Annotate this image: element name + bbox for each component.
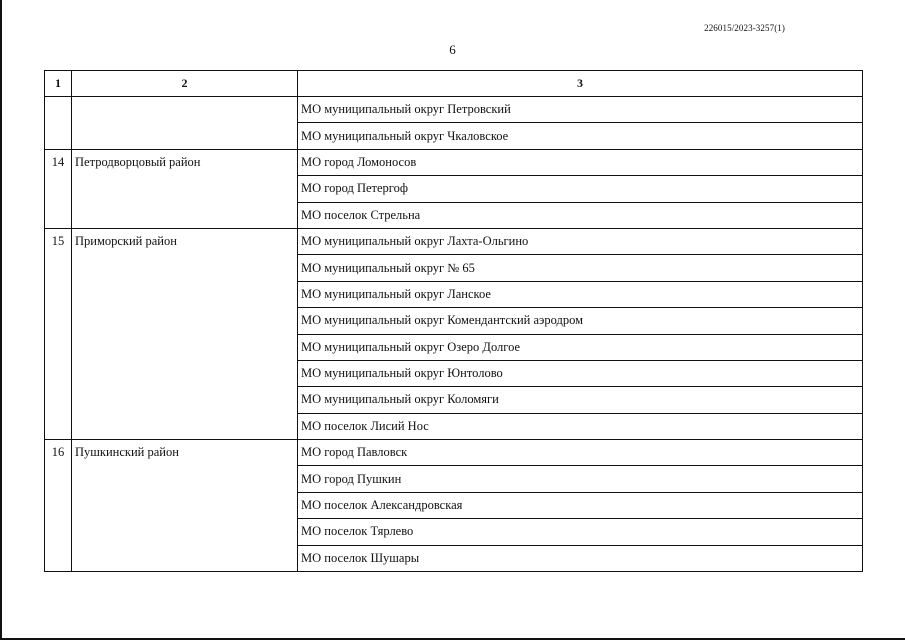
table-header-row: [45, 71, 863, 97]
municipality-cell: МО муниципальный округ Озеро Долгое: [298, 334, 863, 360]
districts-table: [44, 70, 863, 572]
municipality-cell: МО поселок Стрельна: [298, 202, 863, 228]
municipality-cell: МО муниципальный округ Коломяги: [298, 387, 863, 413]
header-cell-municipality: 3: [298, 71, 863, 97]
municipality-cell: МО муниципальный округ Лахта-Ольгино: [298, 228, 863, 254]
municipality-cell: МО муниципальный округ Юнтолово: [298, 360, 863, 386]
municipality-cell: МО город Пушкин: [298, 466, 863, 492]
municipality-cell: МО поселок Шушары: [298, 545, 863, 571]
header-cell-district: 2: [72, 71, 298, 97]
row-number-cell: [45, 97, 72, 150]
municipality-cell: МО муниципальный округ Петровский: [298, 97, 863, 123]
district-cell: Петродворцовый район: [72, 149, 298, 228]
row-number-cell: 15: [45, 228, 72, 439]
municipality-cell: МО муниципальный округ Комендантский аэродром: [298, 308, 863, 334]
municipality-cell: МО город Ломоносов: [298, 149, 863, 175]
district-cell: [72, 97, 298, 150]
district-cell: Пушкинский район: [72, 440, 298, 572]
table-row: [45, 97, 863, 123]
row-number-cell: 16: [45, 440, 72, 572]
municipality-cell: МО город Петергоф: [298, 176, 863, 202]
table-row: [45, 149, 863, 175]
header-cell-number: 1: [45, 71, 72, 97]
municipality-cell: МО муниципальный округ Чкаловское: [298, 123, 863, 149]
table-row: [45, 228, 863, 254]
municipality-cell: МО поселок Александровская: [298, 492, 863, 518]
municipality-cell: МО поселок Лисий Нос: [298, 413, 863, 439]
document-id: 226015/2023-3257(1): [704, 23, 785, 33]
municipality-cell: МО поселок Тярлево: [298, 519, 863, 545]
table-row: [45, 440, 863, 466]
row-number-cell: 14: [45, 149, 72, 228]
district-cell: Приморский район: [72, 228, 298, 439]
municipality-cell: МО муниципальный округ № 65: [298, 255, 863, 281]
page-number: 6: [449, 42, 456, 57]
municipality-cell: МО город Павловск: [298, 440, 863, 466]
municipality-cell: МО муниципальный округ Ланское: [298, 281, 863, 307]
